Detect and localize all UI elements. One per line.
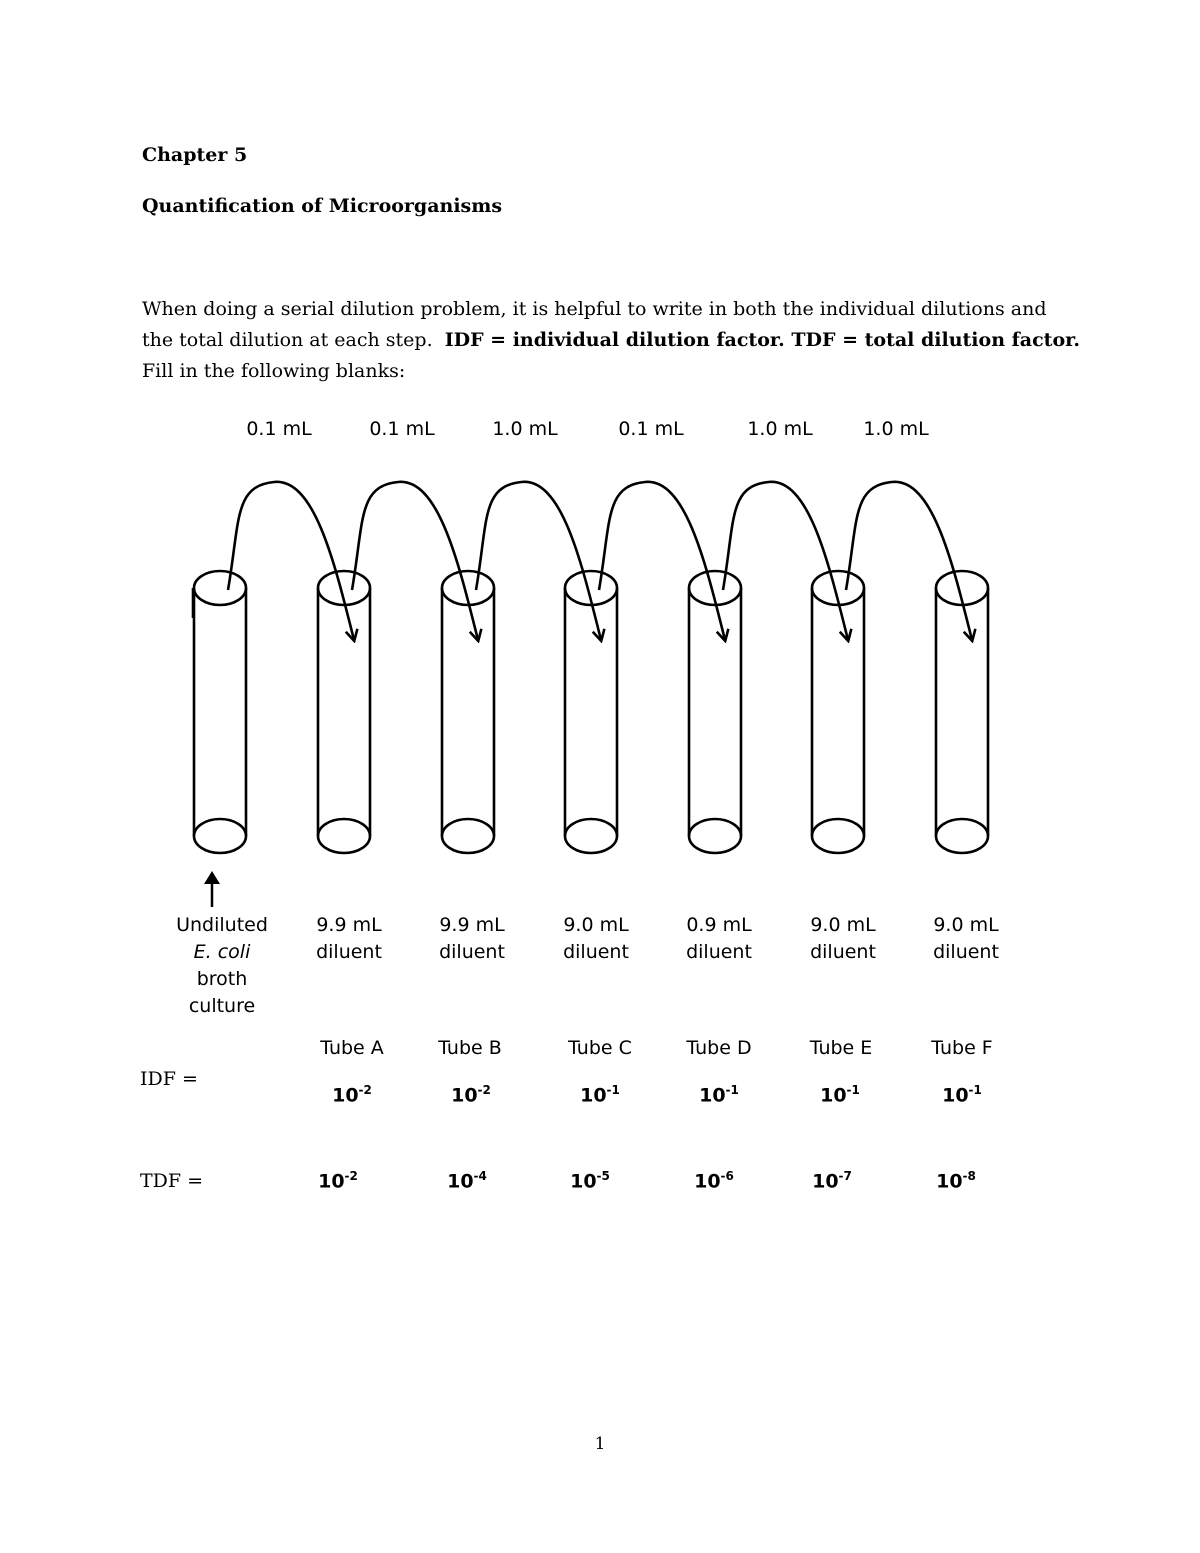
source-line-2: E. coli — [193, 941, 251, 963]
tube-c-shape — [565, 571, 617, 853]
tube-f-diluent — [906, 912, 1026, 966]
source-culture-label — [162, 912, 282, 1020]
intro-line-2-text: the total dilution at each step. — [142, 329, 445, 351]
tube-a-name: Tube A — [320, 1037, 384, 1059]
tube-d-name: Tube D — [686, 1037, 752, 1059]
diluent-word: diluent — [439, 941, 505, 963]
tube-c-tdf: $10^{-5}$ — [570, 1169, 610, 1193]
tube-a-idf: $10^{-2}$ — [332, 1083, 372, 1107]
transfer-volume-6: 1.0 mL — [863, 418, 929, 440]
tube-b-name: Tube B — [438, 1037, 502, 1059]
diluent-volume: 9.0 mL — [810, 914, 876, 936]
tdf-label: TDF = — [140, 1170, 204, 1192]
chapter-title: Chapter 5 — [142, 144, 248, 166]
diluent-word: diluent — [563, 941, 629, 963]
tube-c-name: Tube C — [568, 1037, 632, 1059]
tube-f-name: Tube F — [931, 1037, 993, 1059]
transfer-volume-4: 0.1 mL — [618, 418, 684, 440]
source-line-1: Undiluted — [176, 914, 268, 936]
diluent-word: diluent — [933, 941, 999, 963]
tube-e-tdf: $10^{-7}$ — [812, 1169, 852, 1193]
diluent-word: diluent — [686, 941, 752, 963]
diluent-volume: 9.9 mL — [439, 914, 505, 936]
tube-e-idf: $10^{-1}$ — [820, 1083, 860, 1107]
tubes-layer — [193, 571, 988, 853]
tube-d-idf: $10^{-1}$ — [699, 1083, 739, 1107]
tube-b-idf: $10^{-2}$ — [451, 1083, 491, 1107]
diluent-volume: 9.9 mL — [316, 914, 382, 936]
transfer-volume-5: 1.0 mL — [747, 418, 813, 440]
idf-label: IDF = — [140, 1068, 198, 1090]
diluent-volume: 9.0 mL — [563, 914, 629, 936]
tube-f-idf: $10^{-1}$ — [942, 1083, 982, 1107]
tube-b-shape — [442, 571, 494, 853]
source-line-3: broth — [196, 968, 248, 990]
diluent-word: diluent — [810, 941, 876, 963]
intro-line-3: Fill in the following blanks: — [142, 360, 406, 382]
tube-c-idf: $10^{-1}$ — [580, 1083, 620, 1107]
tube-d-tdf: $10^{-6}$ — [694, 1169, 734, 1193]
section-title: Quantification of Microorganisms — [142, 195, 503, 217]
tube-d-diluent — [659, 912, 779, 966]
intro-definitions: IDF = individual dilution factor. TDF = total dilution factor. — [444, 329, 1081, 351]
source-line-4: culture — [188, 995, 256, 1017]
source-tube-shape — [194, 571, 246, 853]
diluent-word: diluent — [316, 941, 382, 963]
transfer-arrows-layer — [228, 482, 972, 640]
source-pointer-arrow — [204, 871, 220, 907]
tube-e-name: Tube E — [809, 1037, 873, 1059]
tube-b-tdf: $10^{-4}$ — [447, 1169, 487, 1193]
transfer-volume-3: 1.0 mL — [492, 418, 558, 440]
tube-e-shape — [812, 571, 864, 853]
diluent-volume: 9.0 mL — [933, 914, 999, 936]
diluent-volume: 0.9 mL — [686, 914, 752, 936]
tube-b-diluent — [412, 912, 532, 966]
tube-f-tdf: $10^{-8}$ — [936, 1169, 976, 1193]
intro-line-1: When doing a serial dilution problem, it is helpful to write in both the individual dilutions and — [142, 298, 1047, 320]
tube-a-shape — [318, 571, 370, 853]
tube-e-diluent — [783, 912, 903, 966]
tube-f-shape — [936, 571, 988, 853]
tube-c-diluent — [536, 912, 656, 966]
page-number: 1 — [594, 1434, 606, 1454]
transfer-volume-1: 0.1 mL — [246, 418, 312, 440]
transfer-volume-2: 0.1 mL — [369, 418, 435, 440]
tube-a-tdf: $10^{-2}$ — [318, 1169, 358, 1193]
tube-a-diluent — [289, 912, 409, 966]
tube-d-shape — [689, 571, 741, 853]
